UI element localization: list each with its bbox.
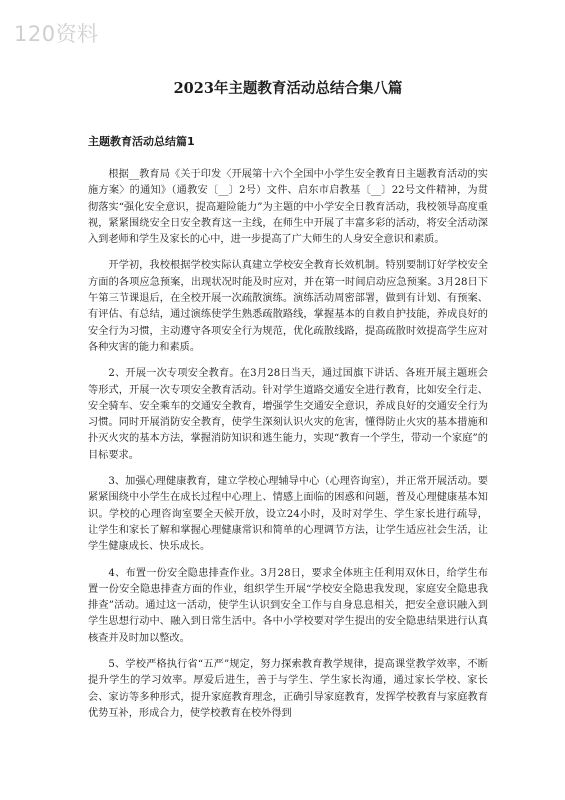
- document-page: [88, 70, 488, 722]
- paragraph: 5、学校严格执行省“五严”规定，努力探索教育教学规律，提高课堂教学效率，不断提升学生的学习效率。厚爱后进生，善于与学生、学生家长沟通，通过家长学校、家长会、家访等多种形式，提升家庭教育理念，正确引导家庭教育，发挥学校教育与家庭教育优势互补，形成合力，使学校教育在校外得到: [88, 659, 488, 719]
- document-title: 2023年主题教育活动总结合集八篇: [173, 80, 403, 97]
- paragraph: 根据__教育局《关于印发〈开展第十六个全国中小学生安全教育日主题教育活动的实施方案〉的通知》（通教安〔__〕2号）文件、启东市启教基〔__〕22号文件精神，为贯彻落实“强化安全意识，提高避险能力”为主题的中小学安全日教育活动，我校领导高度重视，紧紧围绕安全日安全教育这一主线，在师生中开展了丰富多彩的活动，将安全活动深入到老师和学生及家长的心中，进一步提高了广大师生的人身安全意识和素质。: [88, 169, 488, 246]
- watermark: 120资料: [14, 22, 99, 46]
- section-heading: 主题教育活动总结篇1: [88, 135, 195, 148]
- paragraph: 开学初，我校根据学校实际认真建立学校安全教育长效机制。特别要制订好学校安全方面的各项应急预案，出现状况时能及时应对，并在第一时间启动应急预案。3月28日下午第三节课退后，在全校开展一次疏散演练。演练活动周密部署，做到有计划、有预案、有评估、有总结，通过演练使学生熟悉疏散路线，掌握基本的自救自护技能，养成良好的安全行为习惯，主动遵守各项安全行为规范，优化疏散线路，提高疏散时效提高学生应对各种灾害的能力和素质。: [88, 260, 488, 353]
- paragraph: 2、开展一次专项安全教育。在3月28日当天，通过国旗下讲话、各班开展主题班会等形式，开展一次专项安全教育活动。针对学生道路交通安全进行教育，比如安全行走、安全骑车、安全乘车的交通安全教育，增强学生交通安全意识，养成良好的交通安全行为习惯。同时开展消防安全教育，使学生深刻认识火灾的危害，懂得防止火灾的基本措施和扑灭火灾的基本方法，掌握消防知识和逃生能力，实现“教育一个学生，带动一个家庭”的目标要求。: [88, 368, 488, 461]
- paragraph: 3、加强心理健康教育，建立学校心理辅导中心（心理咨询室），并正常开展活动。要紧紧围绕中小学生在成长过程中心理上、情感上面临的困惑和问题，普及心理健康基本知识。学校的心理咨询室要全天候开放，设立24小时，及时对学生、学生家长进行疏导，让学生和家长了解和掌握心理健康常识和简单的心理调节方法，让学生适应社会生活，让学生健康成长、快乐成长。: [88, 476, 488, 553]
- paragraph: 4、布置一份安全隐患排查作业。3月28日，要求全体班主任利用双休日，给学生布置一份安全隐患排查方面的作业，组织学生开展“学校安全隐患我发现，家庭安全隐患我排查”活动。通过这一活动，使学生认识到安全工作与自身息息相关，把安全意识融入到学生思想行动中、融入到日常生活中。各中小学校要对学生提出的安全隐患结果进行认真核查并及时加以整改。: [88, 567, 488, 644]
